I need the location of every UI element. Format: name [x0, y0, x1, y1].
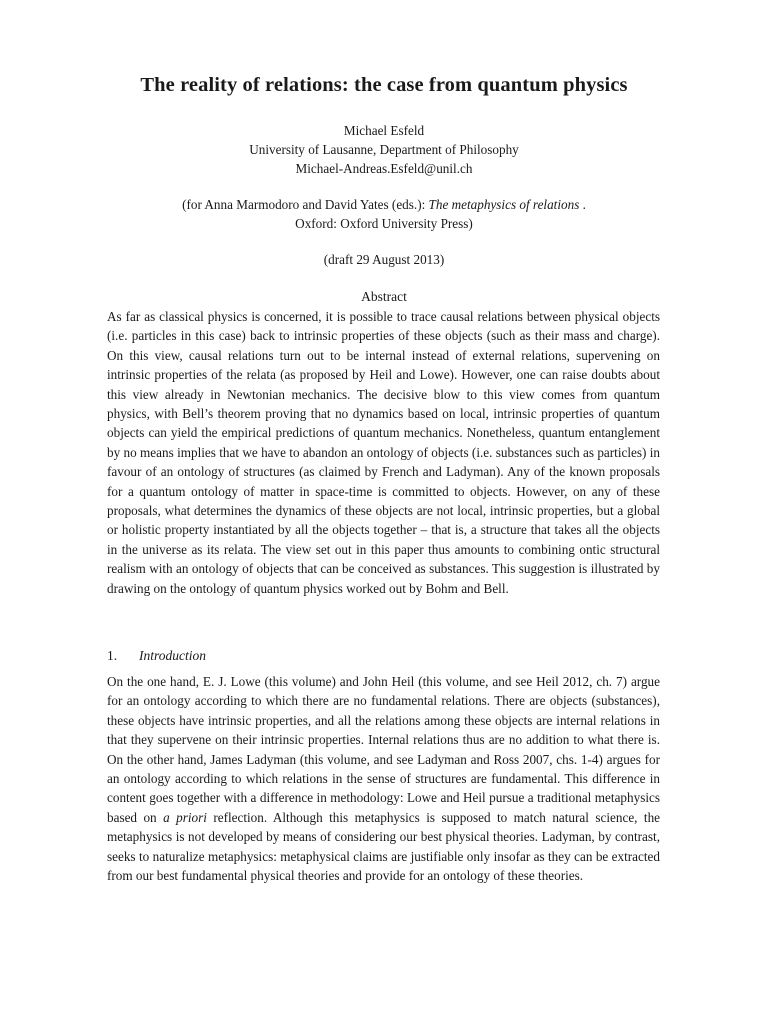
publication-suffix: . — [579, 197, 586, 212]
author-name: Michael Esfeld — [343, 123, 425, 138]
intro-text-part1: On the one hand, E. J. Lowe (this volume) and John Heil (this volume, and see Heil 2012, ch. 7) argue for an ontology according to which there are no fundamental relations. There are objects (substances), these objects have intrinsic properties, and all the relations among these objects are internal relations in that they supervene on their intrinsic properties. Internal relations thus are no addition to what there is. On the other hand, James Ladyman (this volume, and see Ladyman and Ross 2007, chs. 1-4) argues for an ontology according to which relations in the sense of structures are fundamental. This difference in content goes together with a difference in methodology: Lowe and Heil pursue a traditional metaphysics based on — [107, 674, 660, 825]
intro-paragraph — [107, 672, 660, 885]
intro-text-part2: reflection. Although this metaphysics is supposed to match natural science, the metaphysics is not developed by means of considering our best physical theories. Ladyman, by contrast, seeks to naturalize metaphysics: metaphysical claims are justifiable only insofar as they can be extracted from our best fundamental physical theories and provide for an ontology of these theories. — [107, 809, 661, 884]
publisher: Oxford: Oxford University Press) — [295, 216, 473, 231]
author-affiliation: University of Lausanne, Department of Philosophy — [249, 142, 519, 157]
author-email: Michael-Andreas.Esfeld@unil.ch — [295, 161, 473, 176]
section-number: 1. — [107, 648, 118, 663]
draft-date: (draft 29 August 2013) — [323, 252, 445, 267]
section-heading — [107, 648, 206, 664]
abstract-text: As far as classical physics is concerned, it is possible to trace causal relations between physical objects (i.e. particles in this case) back to intrinsic properties of these objects (such as their mass and charge). On this view, causal relations turn out to be internal instead of external relations, supervening on intrinsic properties of the relata (as proposed by Heil and Lowe). However, one can raise doubts about this view already in Newtonian mechanics. The decisive blow to this view comes from quantum physics, with Bell’s theorem proving that no dynamics based on local, intrinsic properties of quantum objects can yield the empirical predictions of quantum mechanics. Nonetheless, quantum entanglement by no means implies that we have to abandon an ontology of objects (i.e. substances such as particles) in favour of an ontology of structures (as claimed by French and Ladyman). Any of the known proposals for a quantum ontology of matter in space-time is committed to objects. However, on any of these proposals, what determines the dynamics of these objects are not local, intrinsic properties, but a global or holistic property instantiated by all the objects together – that is, a structure that takes all the objects in the universe as its relata. The view set out in this paper thus amounts to combining ontic structural realism with an ontology of objects that can be conceived as substances. This suggestion is illustrated by drawing on the ontology of quantum physics worked out by Bohm and Bell. — [107, 309, 660, 596]
book-title: The metaphysics of relations — [428, 197, 580, 212]
paper-title: The reality of relations: the case from quantum physics — [140, 74, 628, 96]
publication-line — [0, 195, 768, 215]
abstract-heading: Abstract — [361, 289, 407, 304]
section-title: Introduction — [139, 648, 206, 663]
publication-prefix: (for Anna Marmodoro and David Yates (eds.): — [182, 197, 429, 212]
intro-italic: a priori — [163, 809, 207, 825]
